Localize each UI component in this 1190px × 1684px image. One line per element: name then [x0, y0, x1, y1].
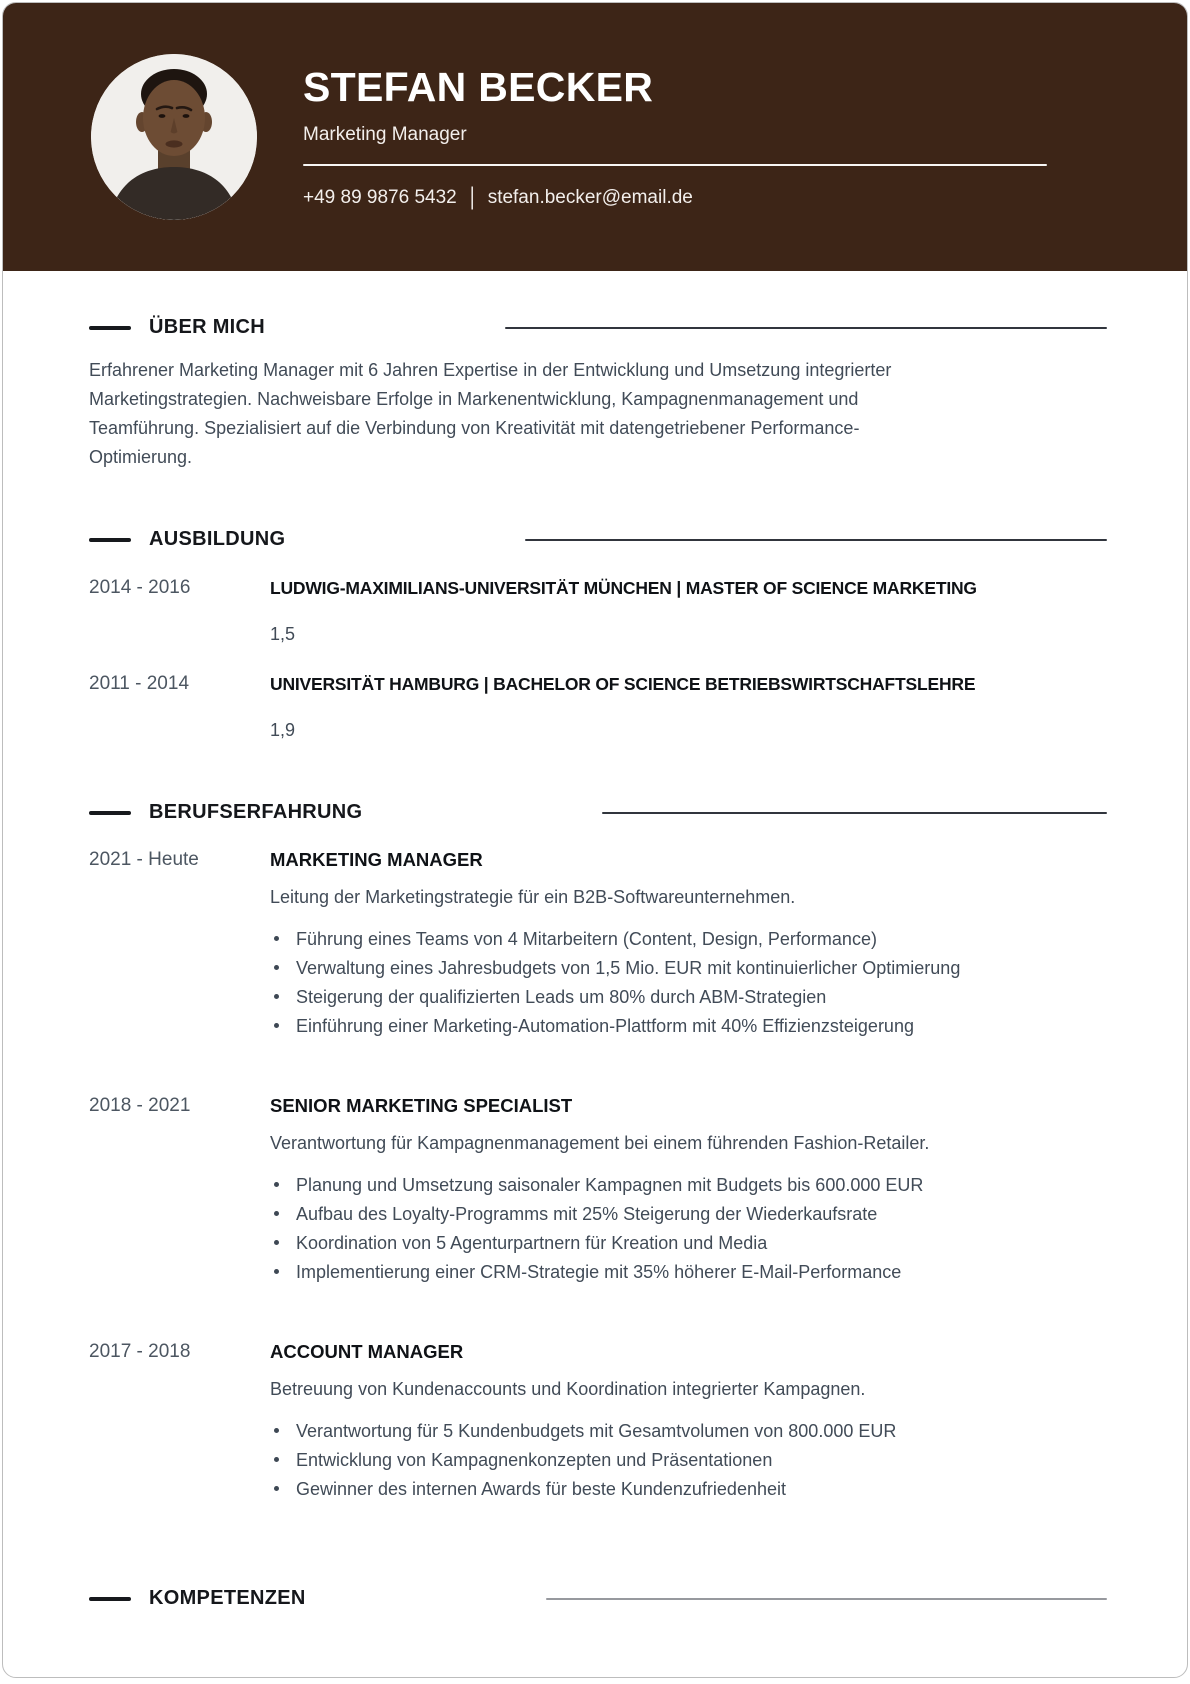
bullet-dot-icon: [274, 965, 279, 970]
entry-content: [270, 672, 1107, 741]
bullet-text: Implementierung einer CRM-Strategie mit 35% höherer E-Mail-Performance: [296, 1262, 902, 1282]
job-summary: Verantwortung für Kampagnenmanagement bei einem führenden Fashion-Retailer.: [270, 1133, 930, 1153]
education-entries: [89, 576, 1107, 741]
section-about: [89, 271, 1107, 472]
resume-page: [2, 2, 1188, 1678]
bullet-dot-icon: [274, 1023, 279, 1028]
bullet-dot-icon: [274, 1428, 279, 1433]
education-entry: [89, 672, 1107, 741]
bullet-text: Entwicklung von Kampagnenkonzepten und Präsentationen: [296, 1450, 773, 1470]
about-text: Erfahrener Marketing Manager mit 6 Jahren Expertise in der Entwicklung und Umsetzung integrierter Marketingstrategien. Nachweisbare Erfolge in Markenentwicklung, Kampagnenmanagement und Teamführung. Spezialisiert auf die Verbindung von Kreativität mit datengetriebener Performance-Optimierung.: [89, 360, 892, 467]
bullet-text: Einführung einer Marketing-Automation-Plattform mit 40% Effizienzsteigerung: [296, 1016, 914, 1036]
bullet-item: [270, 957, 1107, 980]
email-address: stefan.becker@email.de: [487, 186, 693, 208]
bullet-item: [270, 986, 1107, 1009]
bullet-item: [270, 1174, 1107, 1197]
bullet-item: [270, 1015, 1107, 1038]
job-summary: Betreuung von Kundenaccounts und Koordination integrierter Kampagnen.: [270, 1379, 866, 1399]
entry-content: [270, 1094, 1107, 1284]
header-band: [3, 3, 1187, 271]
entry-dates: 2014 - 2016: [89, 577, 191, 598]
profile-photo: [91, 54, 257, 220]
bullet-item: [270, 1232, 1107, 1255]
bullet-text: Planung und Umsetzung saisonaler Kampagnen mit Budgets bis 600.000 EUR: [296, 1175, 924, 1195]
section-heading-row: [89, 1587, 1107, 1610]
entry-grade: 1,9: [270, 720, 296, 740]
person-portrait-icon: [91, 54, 257, 220]
bullet-text: Führung eines Teams von 4 Mitarbeitern (Content, Design, Performance): [296, 929, 877, 949]
bullet-dot-icon: [274, 1240, 279, 1245]
bullet-text: Verwaltung eines Jahresbudgets von 1,5 Mio. EUR mit kontinuierlicher Optimierung: [296, 958, 961, 978]
job-bullets: [270, 928, 1107, 1038]
bullet-text: Steigerung der qualifizierten Leads um 80% durch ABM-Strategien: [296, 987, 827, 1007]
entry-dates: 2011 - 2014: [89, 673, 190, 694]
phone-number: +49 89 9876 5432: [303, 186, 457, 208]
bullet-dot-icon: [274, 1486, 279, 1491]
bullet-text: Verantwortung für 5 Kundenbudgets mit Gesamtvolumen von 800.000 EUR: [296, 1421, 897, 1441]
bullet-item: [270, 1261, 1107, 1284]
entry-dates: 2018 - 2021: [89, 1095, 191, 1116]
entry-grade: 1,5: [270, 624, 296, 644]
experience-entry: [89, 848, 1107, 1038]
section-heading-education: AUSBILDUNG: [149, 528, 286, 550]
header-text-block: [303, 64, 1187, 211]
bullet-dot-icon: [274, 1211, 279, 1216]
section-education: [89, 528, 1107, 741]
job-summary: Leitung der Marketingstrategie für ein B2B-Softwareunternehmen.: [270, 887, 796, 907]
bullet-dot-icon: [274, 1269, 279, 1274]
section-heading-row: [89, 801, 1107, 824]
section-skills: [89, 1587, 1107, 1610]
bullet-item: [270, 1203, 1107, 1226]
section-heading-row: [89, 528, 1107, 551]
job-bullets: [270, 1420, 1107, 1501]
entry-dates: 2017 - 2018: [89, 1341, 191, 1362]
bullet-text: Koordination von 5 Agenturpartnern für Kreation und Media: [296, 1233, 768, 1253]
bullet-text: Gewinner des internen Awards für beste Kundenzufriedenheit: [296, 1479, 786, 1499]
candidate-job-title: Marketing Manager: [303, 123, 467, 145]
section-heading-dash: [89, 326, 131, 330]
section-heading-line: [505, 327, 1107, 329]
section-heading-dash: [89, 811, 131, 815]
entry-dates: 2021 - Heute: [89, 849, 199, 870]
entry-title: UNIVERSITÄT HAMBURG | BACHELOR OF SCIENCE BETRIEBSWIRTSCHAFTSLEHRE: [270, 674, 976, 694]
bullet-dot-icon: [274, 994, 279, 999]
bullet-item: [270, 1420, 1107, 1443]
experience-entry: [89, 1094, 1107, 1284]
bullet-dot-icon: [274, 1457, 279, 1462]
section-heading-dash: [89, 1597, 131, 1601]
job-title: MARKETING MANAGER: [270, 849, 483, 870]
job-title: SENIOR MARKETING SPECIALIST: [270, 1095, 573, 1116]
contact-separator: |: [469, 183, 475, 211]
section-heading-line: [525, 539, 1107, 541]
bullet-dot-icon: [274, 936, 279, 941]
job-bullets: [270, 1174, 1107, 1284]
bullet-item: [270, 1449, 1107, 1472]
job-title: ACCOUNT MANAGER: [270, 1341, 464, 1362]
section-heading-line: [546, 1598, 1107, 1600]
section-experience: [89, 801, 1107, 1501]
bullet-item: [270, 928, 1107, 951]
bullet-item: [270, 1478, 1107, 1501]
entry-content: [270, 1340, 1107, 1501]
entry-content: [270, 576, 1107, 645]
section-heading-row: [89, 316, 1107, 339]
entry-title: LUDWIG-MAXIMILIANS-UNIVERSITÄT MÜNCHEN | MASTER OF SCIENCE MARKETING: [270, 578, 977, 598]
section-heading-line: [602, 812, 1107, 814]
contact-line: [303, 183, 1047, 211]
header-divider: [303, 164, 1047, 166]
entry-content: [270, 848, 1107, 1038]
section-heading-about: ÜBER MICH: [149, 316, 266, 338]
experience-entries: [89, 848, 1107, 1501]
bullet-text: Aufbau des Loyalty-Programms mit 25% Steigerung der Wiederkaufsrate: [296, 1204, 878, 1224]
resume-body: [3, 271, 1187, 1650]
candidate-name: STEFAN BECKER: [303, 64, 654, 111]
education-entry: [89, 576, 1107, 645]
section-heading-skills: KOMPETENZEN: [149, 1587, 306, 1609]
experience-entry: [89, 1340, 1107, 1501]
section-heading-experience: BERUFSERFAHRUNG: [149, 801, 363, 823]
bullet-dot-icon: [274, 1182, 279, 1187]
section-heading-dash: [89, 538, 131, 542]
